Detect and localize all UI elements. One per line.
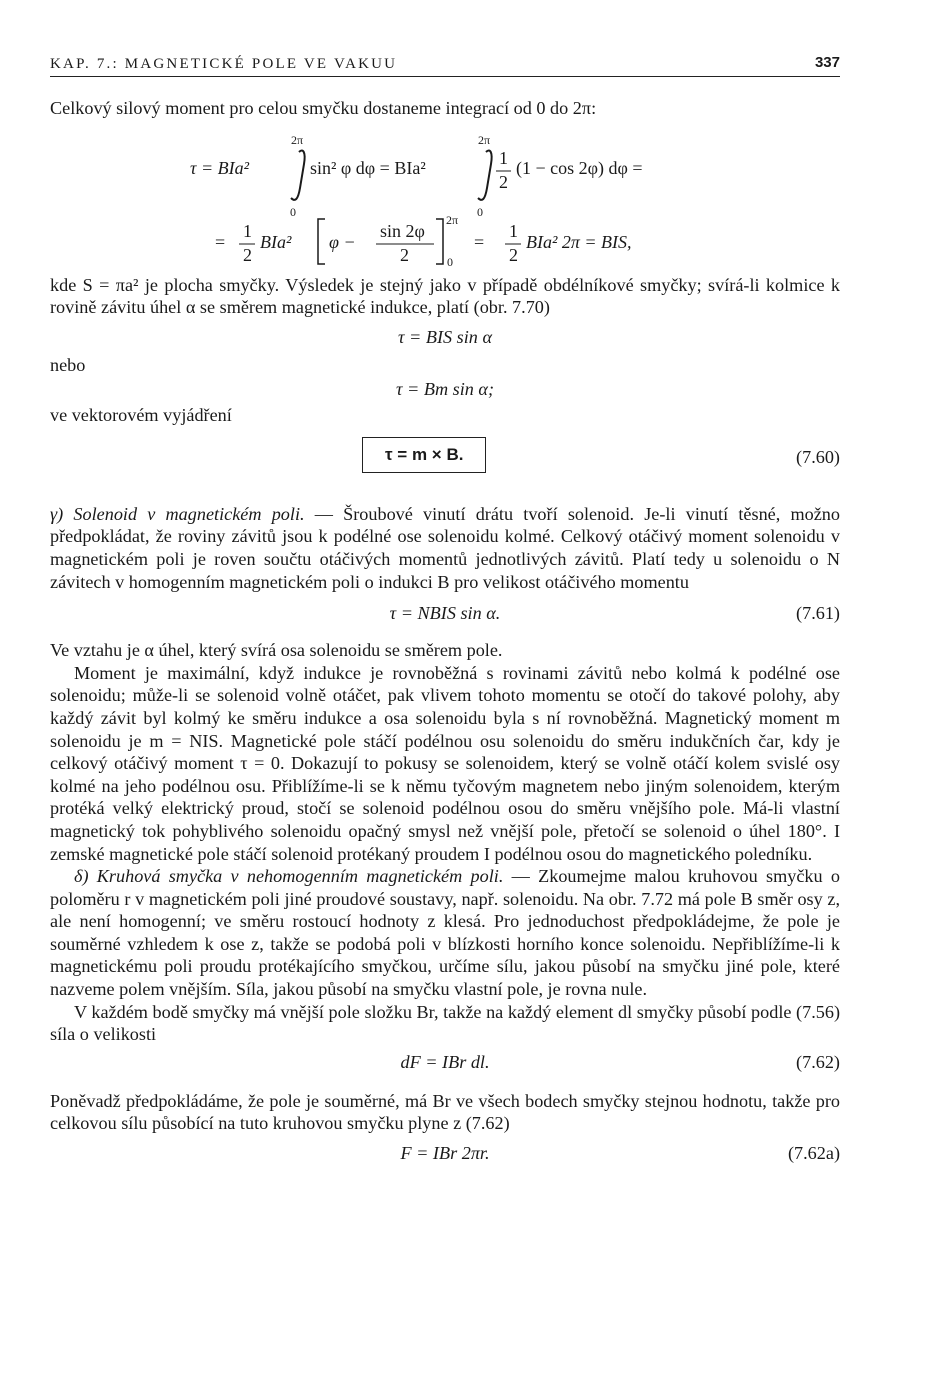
eq-bis-row [50,327,840,355]
eq-df: dF = IBr dl. [400,1051,490,1072]
eq-bm: τ = Bm sin α; [395,378,495,399]
half-den-3: 2 [509,244,518,265]
eq-nbis: τ = NBIS sin α. [389,603,501,624]
eq-vector-number: (7.60) [796,446,840,467]
eq-vector-box [362,437,486,473]
para-delta [50,865,840,1001]
para-alpha: Ve vztahu je α úhel, který svírá osa solenoidu se směrem pole. [50,640,503,661]
bracket-upper-limit: 2π [446,212,459,227]
para-since: Poněvadž předpokládáme, že pole je souměrné, má Br ve všech bodech smyčky stejnou hodnotu, takže pro celkovou sílu působící na tuto kruhovou smyčku plyne z (7.62) [50,1090,840,1134]
para-each: V každém bodě smyčky má vnější pole složku Br, takže na každý element dl smyčky působí podle (7.56) síla o velikosti [50,1001,840,1045]
upper-limit-1: 2π [291,132,304,147]
vector-label-row [50,404,840,437]
delta-text: — Zkoumejme malou kruhovou smyčku o poloměru r v magnetickém poli jiné proudové soustavy, např. solenoidu. Na obr. 7.72 má pole B směr osy z, ale není homogenní; ve směru rostoucí hodnoty z klesá. Pro jednoduchost předpokládejme, že pole je souměrné vzhledem k ose z, takže se podobá poli v blízkosti horního konce solenoidu. Nepřiblížíme-li k magnetickému poli proudu protékajícího smyčkou, určíme sílu, jakou působí na smyčku jiné pole, které nazveme polem vnějším. Síla, jakou působí na smyčku vlastní pole, je rovna nule. [50,866,840,1000]
eq-nbis-number: (7.61) [796,603,840,624]
half-num-1: 1 [499,147,508,168]
half-num-3: 1 [509,220,518,241]
chapter-title: KAP. 7.: MAGNETICKÉ POLE VE VAKUU [50,56,398,72]
eq-equals: = [474,231,485,252]
word-vector: ve vektorovém vyjádření [50,404,232,425]
para-where: kde S = πa² je plocha smyčky. Výsledek je stejný jako v případě obdélníkové smyčky; svírá-li kolmice k rovině závitu úhel α se směrem magnetické indukce, platí (obr. 7.70) [50,274,840,318]
eq-line2-prefix: = [215,231,226,252]
sin2phi-num: sin 2φ [380,220,425,241]
eq-bia2: BIa² [260,231,292,252]
bracket-right [436,219,443,264]
intro-text: Celkový silový moment pro celou smyčku dostaneme integrací od 0 do 2π: [50,98,597,118]
eq-df-row [50,1046,840,1082]
para-moment: Moment je maximální, když indukce je rovnoběžná s rovinami závitů nebo kolmá k podélné ose solenoidu; může-li se solenoid volně otáčet, pak vlivem tohoto momentu se otočí do takové polohy, aby každý závit byl kolmý ke směru indukce a osa solenoidu byla s ní rovnoběžná. Magnetický moment m solenoidu je m = NIS. Magnetické pole stáčí podélnou osu solenoidu do směru indukčních čar, kdy je celkový otáčivý moment τ = 0. Dokazují to pokusy se solenoidem, který se volně otáčí kolem svislé osy kolmé na jeho podélnou osu. Přiblížíme-li se k němu tyčovým magnetem nebo jiným solenoidem, kterým protéká velký elektrický proud, stočí se solenoid podélnou osou do směru vnějšího pole. Má-li vlastní magnetický tok pohyblivého solenoidu opačný smysl než vnější pole, přetočí se solenoid o úhel 180°. I zemské magnetické pole stáčí solenoid protékaný proudem I podélnou osou do magnetického poledníku. [50,662,840,864]
gamma-text: — Šroubové vinutí drátu tvoří solenoid. Je-li vinutí těsné, možno předpokládat, že roviny závitů jsou k podélné ose solenoidu kolmé. Celkový otáčivý moment solenoidu v magnetickém poli je roven součtu otáčivých momentů jednotlivých závitů. Platí tedy u solenoidu o N závitech v homogenním magnetickém poli o indukci B pro velikost otáčivého momentu [50,503,840,592]
integral-sign-1 [291,150,305,199]
eq-df-number: (7.62) [796,1051,840,1072]
upper-limit-2: 2π [478,132,491,147]
eq-vector: τ = m × B. [362,437,486,473]
eq-nbis-row [50,593,840,633]
running-head [50,50,840,77]
eq-tail: BIa² 2π = BIS, [526,231,632,252]
eq-f: F = IBr 2πr. [400,1143,490,1164]
eq-phi-minus: φ − [329,231,356,252]
integral-equation [50,124,840,274]
page-number: 337 [814,54,840,71]
delta-title: δ) Kruhová smyčka v nehomogenním magnetickém poli. [74,866,504,887]
eq-lhs: τ = BIa² [190,157,249,178]
eq-bis: τ = BIS sin α [397,326,492,347]
para-gamma [50,503,840,593]
bracket-left [318,219,325,264]
eq-vector-row [50,437,840,489]
half-num-2: 1 [243,220,252,241]
sin2phi-den: 2 [400,244,409,265]
integrand-1: sin² φ dφ = BIa² [310,157,426,178]
bracket-lower-limit: 0 [447,254,453,269]
gamma-title: γ) Solenoid v magnetickém poli. [50,503,305,524]
integral-sign-2 [478,150,492,199]
half-den-2: 2 [243,244,252,265]
eq-f-row [50,1135,840,1171]
half-den-1: 2 [499,171,508,192]
eq-f-number: (7.62a) [787,1143,840,1164]
page [50,50,840,1171]
lower-limit-1: 0 [290,204,296,219]
word-nebo: nebo [50,354,86,375]
integrand-2: (1 − cos 2φ) dφ = [516,157,643,178]
lower-limit-2: 0 [477,204,483,219]
